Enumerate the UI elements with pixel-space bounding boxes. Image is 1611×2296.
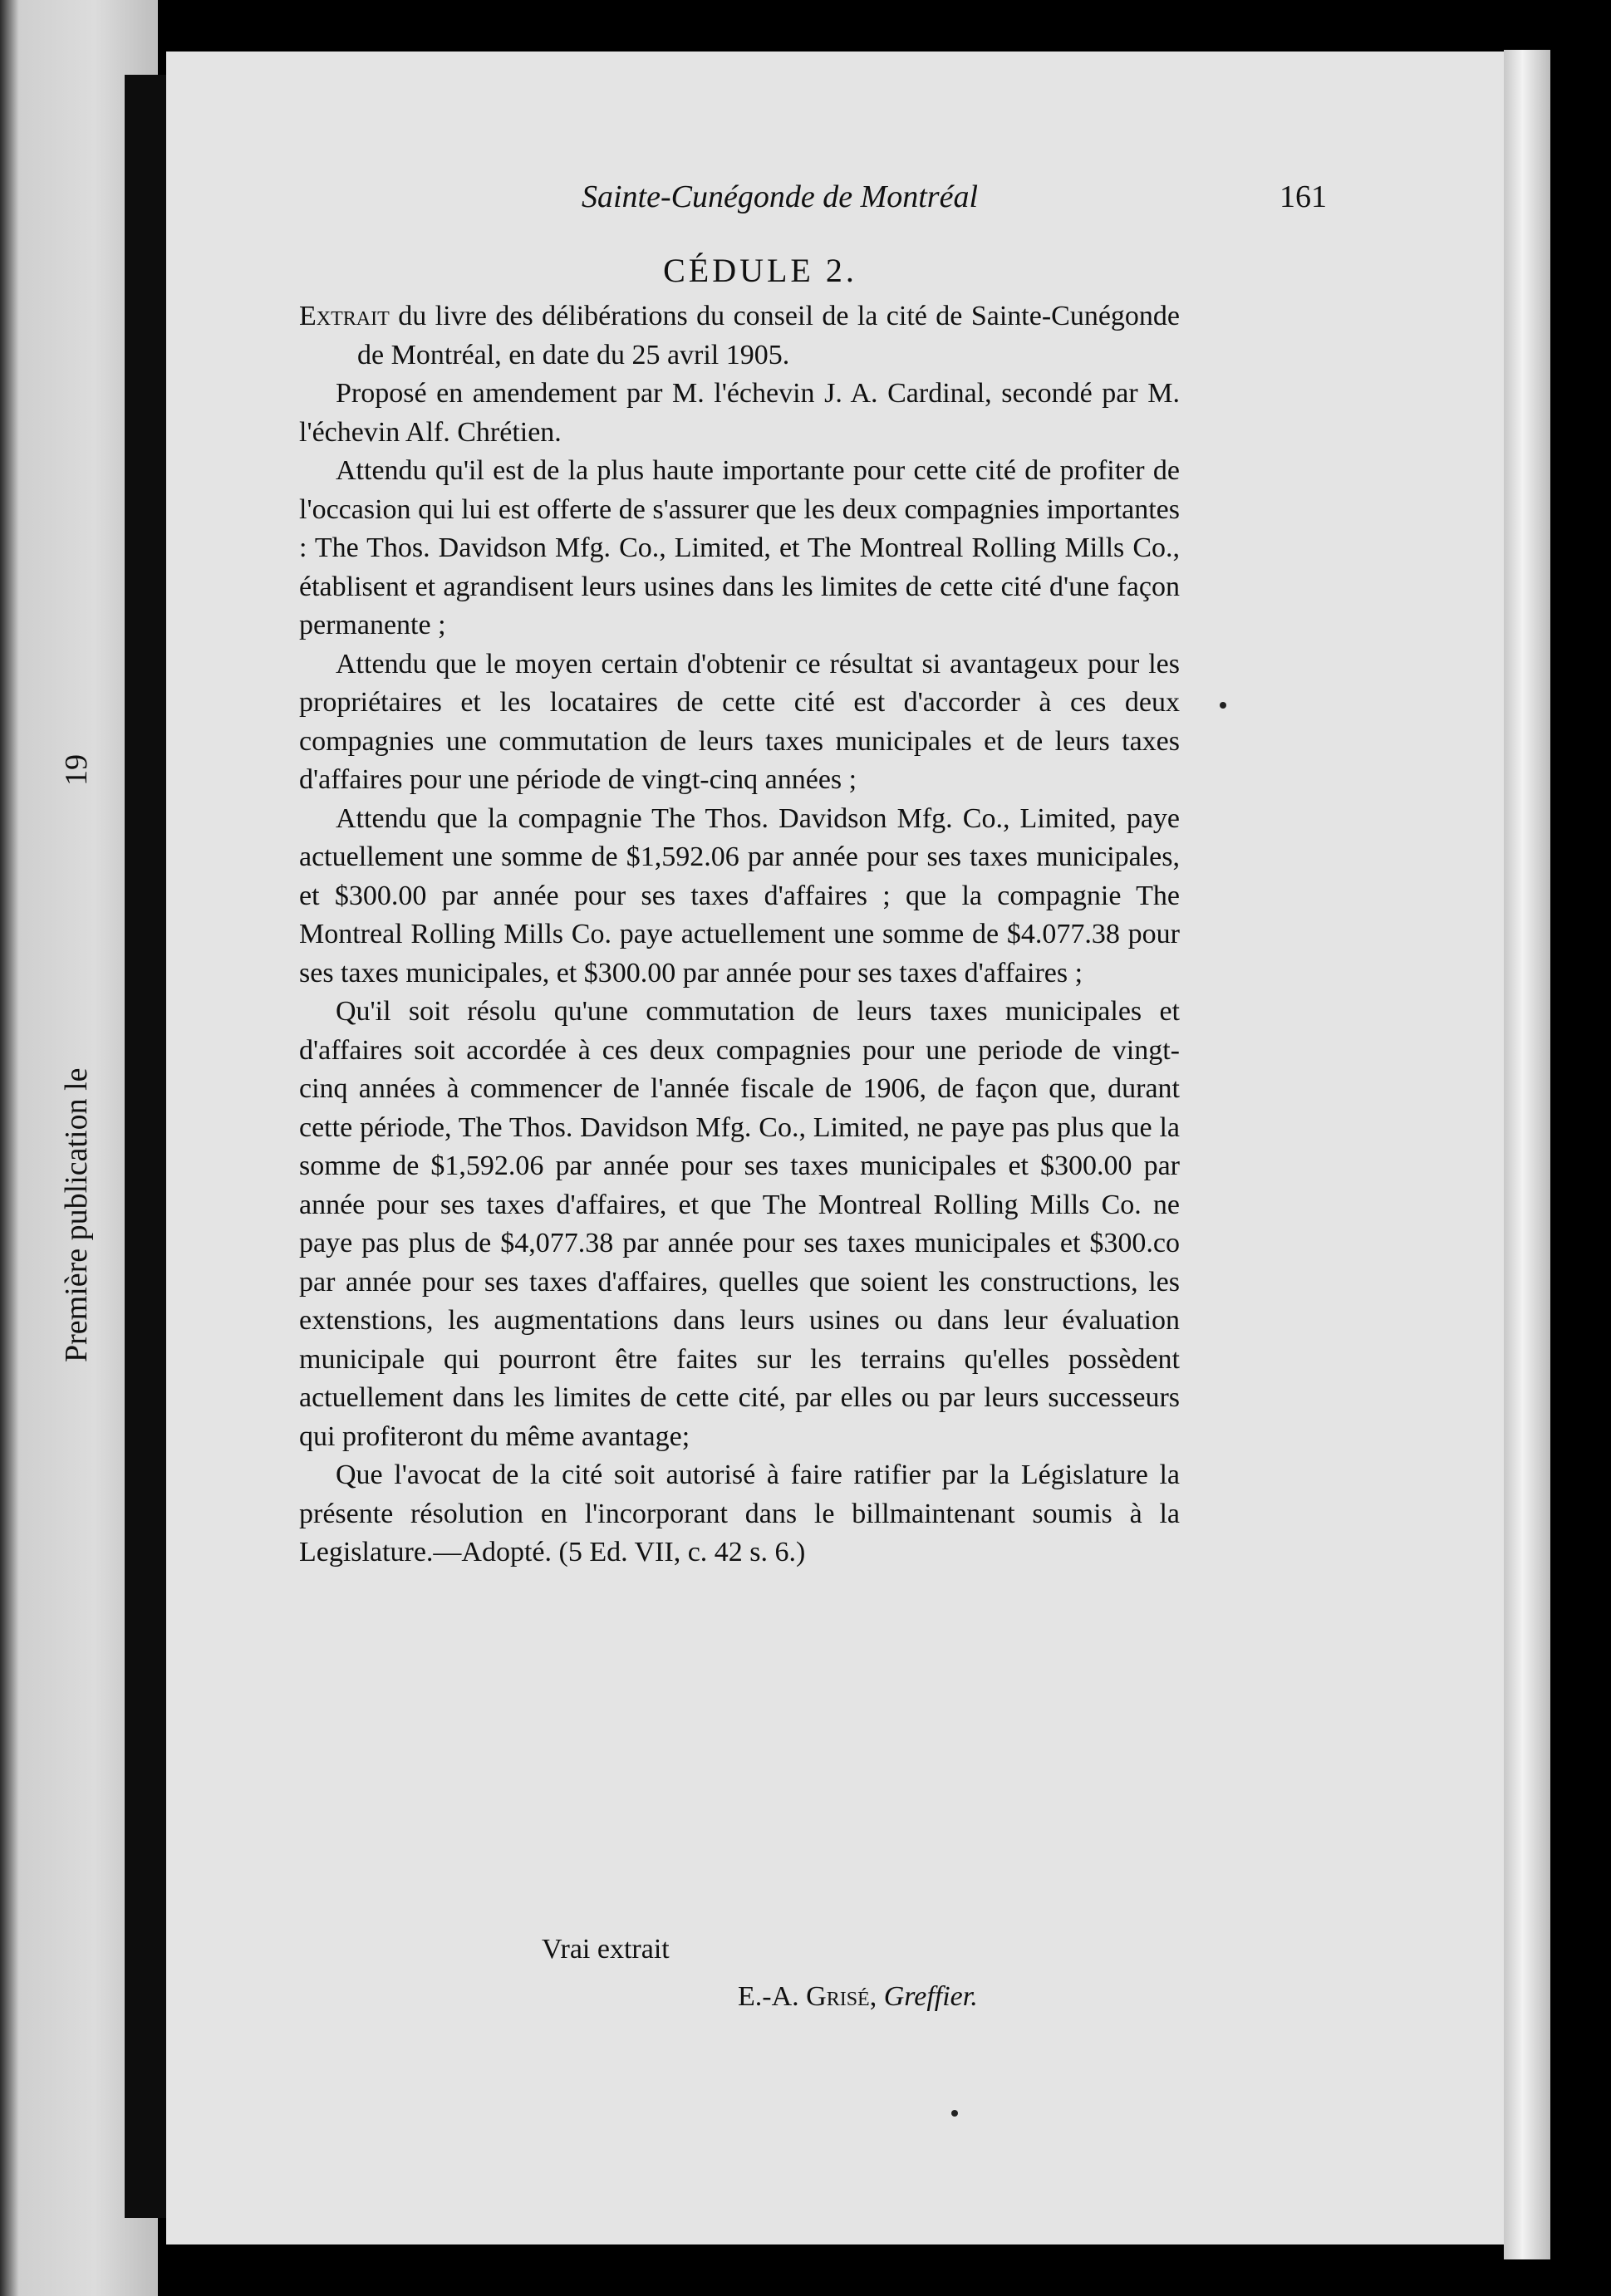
margin-note-number: 19 <box>59 753 94 786</box>
running-title: Sainte-Cunégonde de Montréal <box>582 179 979 214</box>
schedule-title: CÉDULE 2. <box>663 252 857 289</box>
page-number: 161 <box>1279 179 1327 214</box>
book-binding <box>125 75 168 2218</box>
paragraph: Qu'il soit résolu qu'une commutation de leurs taxes municipales et d'affaires soit accordée à ces deux compagnies pour une periode de vingt-cinq années à commencer de l'année fiscale de 1906, de façon que, durant cette période, The Thos. Davidson Mfg. Co., Limited, ne paye pas plus que la somme de $1,592.06 par année pour ses taxes municipales et $300.00 par année pour ses taxes d'affaires, et que The Montreal Rolling Mills Co. ne paye pas plus de $4,077.38 par année pour ses taxes municipales et $300.co par année pour ses taxes d'affaires, quelles que soient les constructions, les extenstions, les augmentations dans leurs usines ou dans leur évaluation municipale qui pourront être faites sur les terrains qu'elles possèdent actuellement dans les limites de cette cité, par elles ou par leurs successeurs qui profiteront du même avantage; <box>299 996 1180 1452</box>
page-edge <box>1504 50 1550 2259</box>
paragraph: Que l'avocat de la cité soit autorisé à faire ratifier par la Législature la présente résolution en l'incorporant dans le billmaintenant soumis à la Legislature.—Adopté. (5 Ed. VII, c. 42 s. 6.) <box>299 1460 1180 1567</box>
extract-text: du livre des délibérations du conseil de la cité de Sainte-Cunégonde de Montréal, en date du 25 avril 1905. <box>357 301 1180 370</box>
ink-speck <box>951 2110 958 2117</box>
margin-note <box>58 754 95 1362</box>
body-text <box>299 297 1180 1572</box>
extract-lead: Extrait <box>299 301 390 331</box>
paragraph: Attendu que la compagnie The Thos. Davidson Mfg. Co., Limited, paye actuellement une somme de $1,592.06 par année pour ses taxes municipales, et $300.00 par année pour ses taxes d'affaires ; que la compagnie The Montreal Rolling Mills Co. paye actuellement une somme de $4.077.38 pour ses taxes municipales, et $300.00 par année pour ses taxes d'affaires ; <box>299 802 1180 989</box>
paragraph: Attendu que le moyen certain d'obtenir ce résultat si avantageux pour les propriétaires et les locataires de cette cité est d'accorder à ces deux compagnies une commutation de leurs taxes municipales et de leurs taxes d'affaires pour une période de vingt-cinq années ; <box>299 648 1180 795</box>
ink-speck <box>1220 702 1226 709</box>
signatory-role: Greffier. <box>883 1981 978 2012</box>
paragraph: Proposé en amendement par M. l'échevin J. A. Cardinal, secondé par M. l'échevin Alf. Chrétien. <box>299 378 1180 448</box>
vrai-extrait: Vrai extrait <box>542 1934 670 1965</box>
signatory-name: E.-A. Grisé, <box>738 1981 877 2012</box>
margin-note-text: Première publication le <box>59 1067 94 1362</box>
paragraph: Attendu qu'il est de la plus haute importante pour cette cité de profiter de l'occasion qui lui est offerte de s'assurer que les deux compagnies importantes : The Thos. Davidson Mfg. Co., Limited, et The Montreal Rolling Mills Co., établisent et agrandisent leurs usines dans les limites de cette cité d'une façon permanente ; <box>299 455 1180 640</box>
signature-line <box>738 1981 978 2013</box>
extract-heading <box>299 297 1180 375</box>
